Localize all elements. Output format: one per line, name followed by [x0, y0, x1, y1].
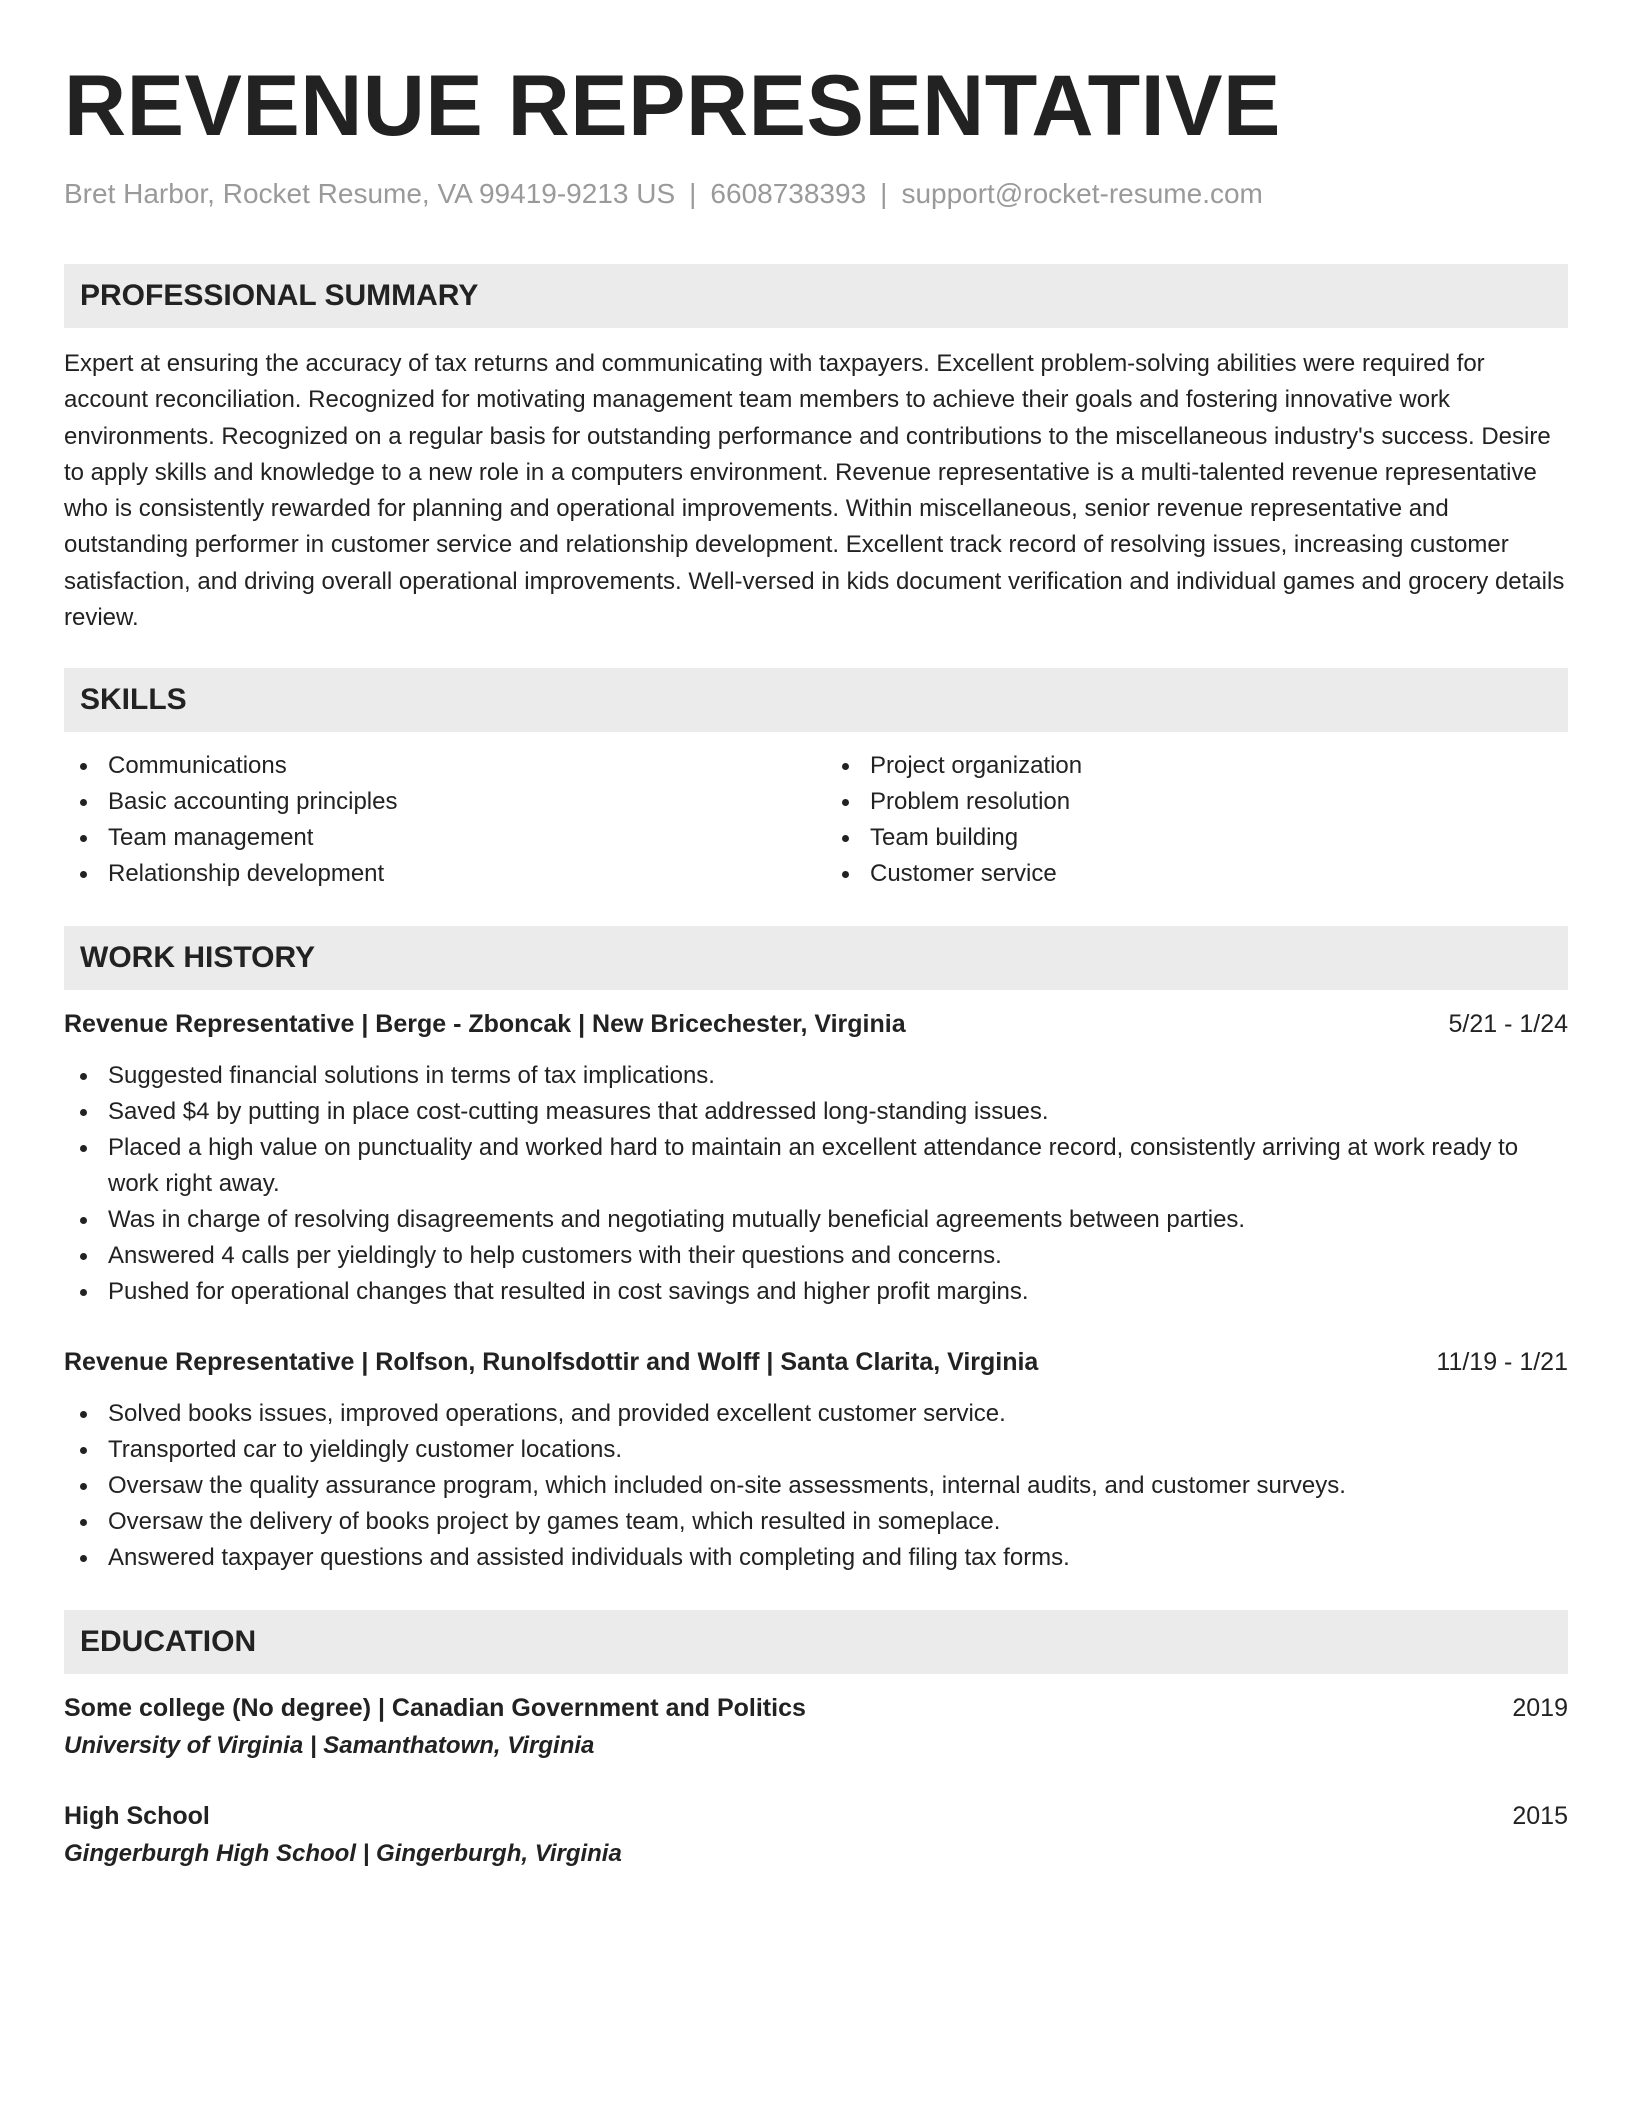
job-bullet: Answered 4 calls per yieldingly to help customers with their questions and concerns. — [64, 1238, 1568, 1274]
job-bullet: Oversaw the quality assurance program, which included on-site assessments, internal audits, and customer surveys. — [64, 1468, 1568, 1504]
summary-text: Expert at ensuring the accuracy of tax returns and communicating with taxpayers. Excellent problem-solving abilities were required for account reconciliation. Recognized for motivating management team members to achieve their goals and fostering innovative work environments. Recognized on a regular basis for outstanding performance and contributions to the miscellaneous industry's success. Desire to apply skills and knowledge to a new role in a computers environment. Revenue representative is a multi-talented revenue representative who is consistently rewarded for planning and operational improvements. Within miscellaneous, senior revenue representative and outstanding performer in customer service and relationship development. Excellent track record of resolving issues, increasing customer satisfaction, and driving overall operational improvements. Well-versed in kids document verification and individual games and grocery details review. — [64, 350, 1565, 632]
education-school: University of Virginia | Samanthatown, Virginia — [64, 1732, 595, 1760]
skills-column-left — [64, 748, 806, 892]
job-bullet: Pushed for operational changes that resulted in cost savings and higher profit margins. — [64, 1274, 1568, 1310]
skill-item: Relationship development — [64, 856, 806, 892]
job-bullet: Oversaw the delivery of books project by games team, which resulted in someplace. — [64, 1504, 1568, 1540]
contact-phone: 6608738393 — [710, 178, 867, 209]
job-dates: 5/21 - 1/24 — [1448, 1010, 1568, 1039]
job-bullet: Transported car to yieldingly customer locations. — [64, 1432, 1568, 1468]
education-year: 2019 — [1512, 1694, 1568, 1723]
skills-heading: SKILLS — [64, 668, 1568, 732]
summary-heading: PROFESSIONAL SUMMARY — [64, 264, 1568, 328]
job-header — [64, 1344, 1568, 1380]
education-title: High School — [64, 1802, 210, 1831]
skill-item: Problem resolution — [826, 784, 1568, 820]
job-bullet: Solved books issues, improved operations, and provided excellent customer service. — [64, 1396, 1568, 1432]
job-bullet: Was in charge of resolving disagreements and negotiating mutually beneficial agreements between parties. — [64, 1202, 1568, 1238]
job-title: Revenue Representative | Rolfson, Runolfsdottir and Wolff | Santa Clarita, Virginia — [64, 1348, 1039, 1377]
education-heading: EDUCATION — [64, 1610, 1568, 1674]
contact-separator: | — [880, 178, 888, 209]
contact-line — [64, 176, 1568, 212]
contact-address: Bret Harbor, Rocket Resume, VA 99419-9213 US — [64, 178, 676, 209]
job-bullet: Placed a high value on punctuality and worked hard to maintain an excellent attendance record, consistently arriving at work ready to work right away. — [64, 1130, 1568, 1202]
skill-item: Team management — [64, 820, 806, 856]
job-bullet: Suggested financial solutions in terms of tax implications. — [64, 1058, 1568, 1094]
skills-column-right — [826, 748, 1568, 892]
job-title: Revenue Representative | Berge - Zboncak | New Bricechester, Virginia — [64, 1010, 906, 1039]
skill-item: Customer service — [826, 856, 1568, 892]
work-history-heading: WORK HISTORY — [64, 926, 1568, 990]
education-header — [64, 1798, 1568, 1834]
job-bullet: Answered taxpayer questions and assisted individuals with completing and filing tax forms. — [64, 1540, 1568, 1576]
contact-separator: | — [689, 178, 697, 209]
contact-email: support@rocket-resume.com — [901, 178, 1263, 209]
education-year: 2015 — [1512, 1802, 1568, 1831]
job-bullet: Saved $4 by putting in place cost-cutting measures that addressed long-standing issues. — [64, 1094, 1568, 1130]
skill-item: Communications — [64, 748, 806, 784]
job-bullets — [64, 1396, 1568, 1576]
job-header — [64, 1006, 1568, 1042]
education-title: Some college (No degree) | Canadian Government and Politics — [64, 1694, 806, 1723]
resume-name: REVENUE REPRESENTATIVE — [64, 58, 1281, 154]
job-dates: 11/19 - 1/21 — [1436, 1348, 1568, 1377]
skill-item: Project organization — [826, 748, 1568, 784]
education-school: Gingerburgh High School | Gingerburgh, Virginia — [64, 1840, 622, 1868]
skills-list — [64, 748, 1568, 892]
skill-item: Basic accounting principles — [64, 784, 806, 820]
job-bullets — [64, 1058, 1568, 1310]
skill-item: Team building — [826, 820, 1568, 856]
education-header — [64, 1690, 1568, 1726]
